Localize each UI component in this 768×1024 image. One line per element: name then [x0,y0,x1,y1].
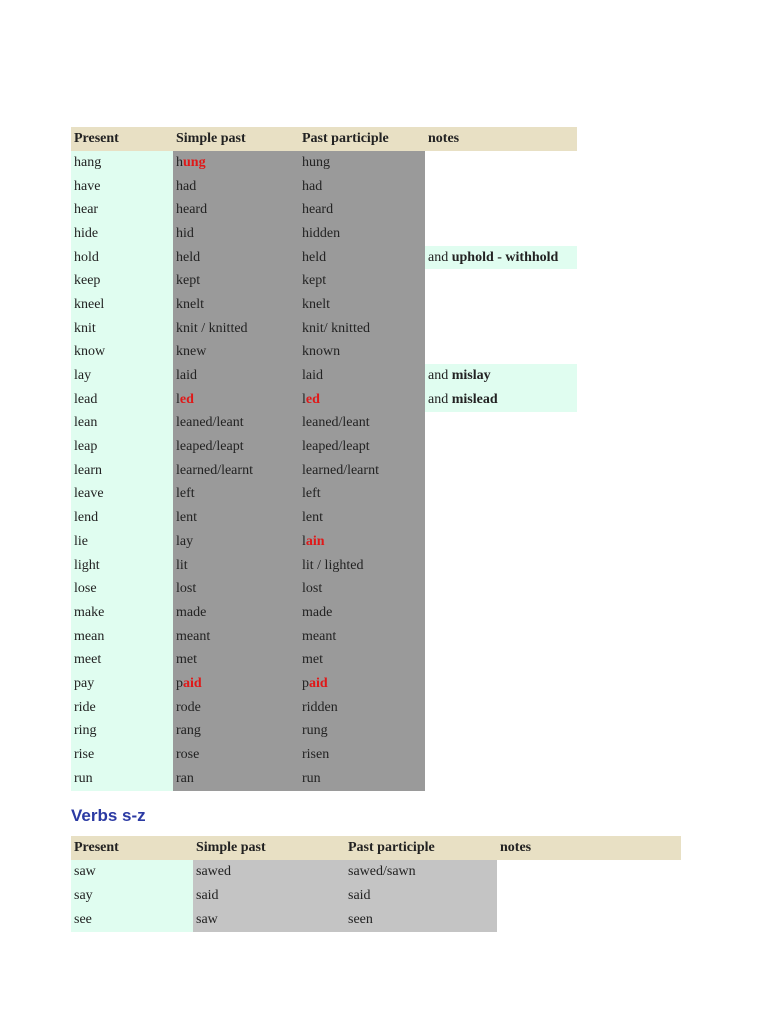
table-row [71,317,577,341]
simple-past-highlight: aid [183,675,202,691]
simple-past-text: knit / knitted [176,320,248,336]
present-cell: ride [71,696,173,720]
present-cell: saw [71,860,193,884]
simple-past-cell [173,151,299,175]
notes-cell [425,554,577,578]
past-participle-text: laid [302,368,323,384]
simple-past-text: hid [176,225,194,241]
simple-past-text: rode [176,699,201,715]
header-simple-past: Simple past [193,836,345,860]
table-header-row [71,836,681,860]
past-participle-text: lost [302,581,323,597]
simple-past-cell [173,696,299,720]
present-cell: light [71,554,173,578]
present-cell: pay [71,672,173,696]
past-participle-cell: seen [345,908,497,932]
present-cell: leap [71,435,173,459]
present-cell: run [71,767,173,791]
past-participle-cell [299,412,425,436]
simple-past-cell [173,412,299,436]
past-participle-text: run [302,770,321,786]
simple-past-text: held [176,249,201,265]
notes-cell [425,696,577,720]
table-row [71,884,681,908]
simple-past-cell [173,720,299,744]
notes-related-verbs: mislay [451,368,491,384]
simple-past-cell: sawed [193,860,345,884]
simple-past-text: p [176,675,183,691]
present-cell: ring [71,720,173,744]
header-notes: notes [497,836,681,860]
past-participle-cell [299,530,425,554]
notes-cell [425,720,577,744]
table-row [71,175,577,199]
simple-past-text: lit [176,557,188,573]
past-participle-cell [299,648,425,672]
verbs-s-z-table [71,836,681,932]
past-participle-text: left [302,486,321,502]
past-participle-text: l [302,533,306,549]
verbs-h-r-table [71,127,577,791]
simple-past-text: leaned/leant [176,415,244,431]
simple-past-text: knelt [176,296,204,312]
past-participle-cell [299,767,425,791]
past-participle-text: had [302,178,323,194]
past-participle-highlight: ed [305,391,320,407]
table-row [71,648,577,672]
table-row [71,412,577,436]
table-row [71,554,577,578]
simple-past-text: meant [176,628,211,644]
table-row [71,601,577,625]
notes-cell [425,293,577,317]
table-row [71,743,577,767]
table-row [71,483,577,507]
simple-past-cell [173,459,299,483]
notes-cell [497,908,681,932]
present-cell: lay [71,364,173,388]
header-present: Present [71,127,173,151]
section-title-verbs-s-z: Verbs s-z [71,806,146,825]
simple-past-cell [173,577,299,601]
header-past-participle: Past participle [345,836,497,860]
past-participle-text: lit / lighted [302,557,364,573]
table-row [71,672,577,696]
past-participle-text: learned/learnt [302,462,379,478]
notes-cell [425,222,577,246]
notes-cell [497,884,681,908]
present-cell: say [71,884,193,908]
simple-past-highlight: ung [183,154,206,170]
present-cell: see [71,908,193,932]
present-cell: hold [71,246,173,270]
notes-cell [425,459,577,483]
simple-past-cell [173,198,299,222]
simple-past-cell [173,648,299,672]
notes-cell [425,625,577,649]
header-notes: notes [425,127,577,151]
simple-past-text: laid [176,368,197,384]
past-participle-cell [299,743,425,767]
simple-past-cell [173,364,299,388]
table-row [71,269,577,293]
past-participle-text: hidden [302,225,341,241]
past-participle-text: lent [302,510,323,526]
table-row [71,246,577,270]
simple-past-cell [173,554,299,578]
simple-past-text: had [176,178,197,194]
past-participle-text: leaned/leant [302,415,370,431]
notes-cell [425,341,577,365]
simple-past-cell [173,341,299,365]
notes-cell [425,175,577,199]
past-participle-cell [299,364,425,388]
simple-past-text: left [176,486,195,502]
simple-past-text: met [176,652,197,668]
table-row [71,459,577,483]
present-cell: lend [71,506,173,530]
present-cell: meet [71,648,173,672]
table-row [71,767,577,791]
simple-past-cell [173,625,299,649]
past-participle-cell [299,151,425,175]
simple-past-cell [173,317,299,341]
present-cell: keep [71,269,173,293]
past-participle-text: meant [302,628,337,644]
table-header-row [71,127,577,151]
past-participle-text: knelt [302,296,330,312]
past-participle-cell: sawed/sawn [345,860,497,884]
notes-cell [425,767,577,791]
table-row [71,577,577,601]
past-participle-cell [299,554,425,578]
table-row [71,860,681,884]
present-cell: lead [71,388,173,412]
header-past-participle: Past participle [299,127,425,151]
simple-past-cell [173,743,299,767]
header-present: Present [71,836,193,860]
simple-past-text: ran [176,770,194,786]
past-participle-text: known [302,344,341,360]
notes-related-verbs: uphold - withhold [451,249,559,265]
simple-past-text: l [176,391,180,407]
past-participle-text: kept [302,273,327,289]
header-simple-past: Simple past [173,127,299,151]
past-participle-cell [299,293,425,317]
past-participle-cell [299,696,425,720]
notes-cell [425,317,577,341]
present-cell: knit [71,317,173,341]
past-participle-cell [299,720,425,744]
present-cell: lean [71,412,173,436]
table-row [71,293,577,317]
notes-cell [425,483,577,507]
present-cell: leave [71,483,173,507]
simple-past-text: learned/learnt [176,462,253,478]
simple-past-cell: said [193,884,345,908]
past-participle-cell [299,577,425,601]
past-participle-cell [299,222,425,246]
past-participle-text: hung [302,154,330,170]
simple-past-text: kept [176,273,201,289]
past-participle-cell [299,341,425,365]
simple-past-text: lent [176,510,197,526]
past-participle-text: knit/ knitted [302,320,371,336]
table-row [71,720,577,744]
simple-past-cell [173,269,299,293]
past-participle-text: heard [302,202,334,218]
present-cell: know [71,341,173,365]
past-participle-text: held [302,249,327,265]
simple-past-cell [173,506,299,530]
present-cell: hang [71,151,173,175]
table-row [71,388,577,412]
present-cell: learn [71,459,173,483]
notes-cell [425,530,577,554]
simple-past-cell [173,435,299,459]
simple-past-cell [173,601,299,625]
past-participle-cell [299,506,425,530]
notes-cell [425,648,577,672]
simple-past-highlight: ed [179,391,194,407]
notes-cell [425,577,577,601]
past-participle-text: made [302,604,333,620]
past-participle-text: leaped/leapt [302,439,370,455]
past-participle-cell [299,459,425,483]
simple-past-text: heard [176,202,208,218]
simple-past-cell [173,483,299,507]
simple-past-cell [173,222,299,246]
notes-cell [425,269,577,293]
notes-text: and [428,249,452,265]
present-cell: hide [71,222,173,246]
notes-cell [425,743,577,767]
past-participle-cell [299,198,425,222]
simple-past-text: rose [176,747,200,763]
past-participle-cell [299,483,425,507]
present-cell: have [71,175,173,199]
past-participle-cell [299,175,425,199]
notes-cell [425,246,577,270]
table-row [71,506,577,530]
notes-cell [425,198,577,222]
table-row [71,435,577,459]
notes-cell [425,672,577,696]
present-cell: lie [71,530,173,554]
past-participle-cell [299,435,425,459]
table-row [71,341,577,365]
present-cell: mean [71,625,173,649]
past-participle-text: risen [302,747,330,763]
notes-cell [425,506,577,530]
past-participle-text: p [302,675,309,691]
table-row [71,908,681,932]
notes-cell [425,364,577,388]
past-participle-cell [299,601,425,625]
past-participle-highlight: ain [305,533,325,549]
past-participle-cell [299,246,425,270]
simple-past-cell [173,293,299,317]
notes-cell [425,388,577,412]
notes-cell [497,860,681,884]
table-row [71,222,577,246]
notes-cell [425,151,577,175]
past-participle-cell [299,269,425,293]
simple-past-text: rang [176,723,201,739]
past-participle-highlight: aid [309,675,328,691]
notes-text: and [428,368,452,384]
simple-past-cell [173,767,299,791]
simple-past-text: leaped/leapt [176,439,244,455]
simple-past-cell [173,175,299,199]
notes-text: and [428,391,452,407]
past-participle-text: met [302,652,323,668]
past-participle-text: l [302,391,306,407]
table-row [71,625,577,649]
simple-past-cell: saw [193,908,345,932]
notes-cell [425,412,577,436]
simple-past-text: knew [176,344,207,360]
notes-related-verbs: mislead [451,391,498,407]
present-cell: rise [71,743,173,767]
table-row [71,530,577,554]
simple-past-cell [173,246,299,270]
simple-past-text: lost [176,581,197,597]
simple-past-text: lay [176,533,194,549]
present-cell: make [71,601,173,625]
present-cell: kneel [71,293,173,317]
simple-past-cell [173,388,299,412]
past-participle-text: rung [302,723,328,739]
past-participle-text: ridden [302,699,338,715]
notes-cell [425,435,577,459]
past-participle-cell [299,317,425,341]
present-cell: lose [71,577,173,601]
table-row [71,364,577,388]
present-cell: hear [71,198,173,222]
past-participle-cell [299,388,425,412]
past-participle-cell [299,625,425,649]
simple-past-text: made [176,604,207,620]
past-participle-cell: said [345,884,497,908]
past-participle-cell [299,672,425,696]
simple-past-text: h [176,154,183,170]
simple-past-cell [173,530,299,554]
notes-cell [425,601,577,625]
table-row [71,696,577,720]
table-row [71,198,577,222]
simple-past-cell [173,672,299,696]
table-row [71,151,577,175]
